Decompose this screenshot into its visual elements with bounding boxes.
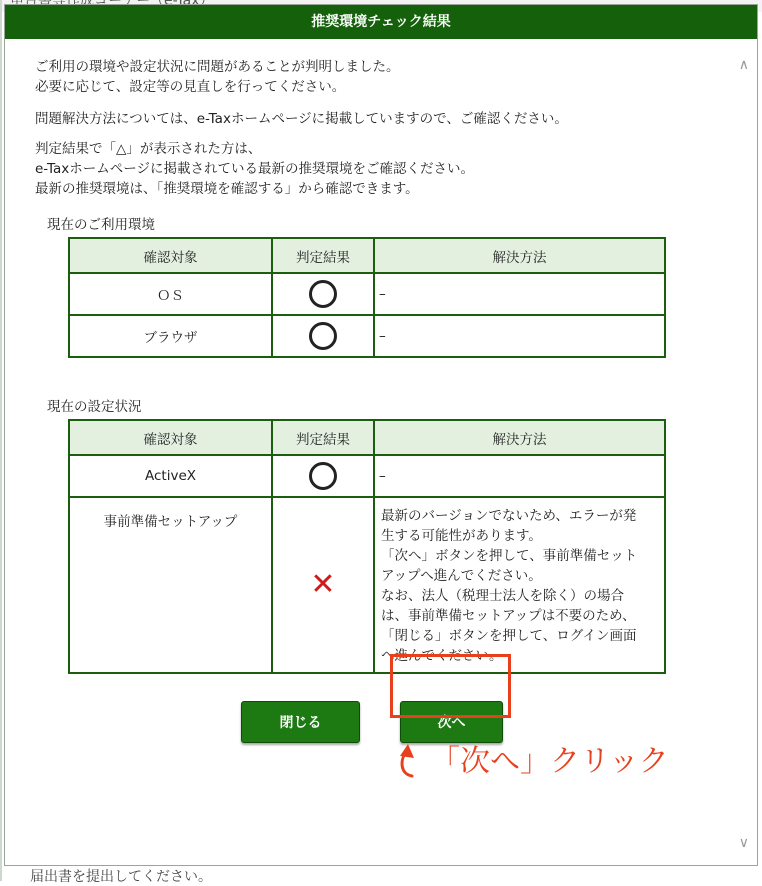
row-result [272, 315, 374, 357]
table-row [69, 273, 665, 315]
row-target-browser: ブラウザ [69, 315, 272, 357]
curved-arrow-icon [390, 730, 430, 780]
annotation-text: 「次へ」クリック [430, 744, 669, 779]
setup-solution-text [379, 498, 664, 672]
solution-line: アップへ進んでください。 [381, 568, 542, 584]
next-button[interactable]: 次へ [400, 701, 503, 743]
cross-ng-icon: ✕ [310, 567, 336, 602]
row-solution-setup [374, 497, 665, 673]
row-target-activex: ActiveX [69, 455, 272, 497]
header-result: 判定結果 [272, 420, 374, 455]
header-solution: 解決方法 [374, 420, 665, 455]
header-target: 確認対象 [69, 238, 272, 273]
solution-line: 「次へ」ボタンを押して、事前準備セット [381, 548, 638, 564]
circle-ok-icon [309, 322, 337, 350]
background-page-text: 届出書を提出してください。 [30, 869, 212, 885]
click-annotation [390, 730, 720, 780]
env-table-header [69, 238, 665, 273]
triangle-info-paragraph [35, 139, 474, 199]
solution-line: なお、法人（税理士法人を除く）の場合 [381, 588, 624, 604]
row-result [272, 455, 374, 497]
close-button[interactable]: 閉じる [241, 701, 360, 743]
env-table [68, 237, 666, 358]
dialog-title: 推奨環境チェック結果 [5, 5, 757, 39]
settings-table-header [69, 420, 665, 455]
intro-line-2: 必要に応じて、設定等の見直しを行ってください。 [35, 79, 346, 95]
row-target-setup: 事前準備セットアップ [69, 497, 272, 673]
table-row [69, 315, 665, 357]
triangle-line-3: 最新の推奨環境は、「推奨環境を確認する」から確認できます。 [35, 181, 419, 197]
intro-line-1: ご利用の環境や設定状況に問題があることが判明しました。 [35, 59, 400, 75]
header-target: 確認対象 [69, 420, 272, 455]
row-solution: – [374, 455, 665, 497]
env-section-title: 現在のご利用環境 [47, 217, 155, 233]
triangle-line-1: 判定結果で「△」が表示された方は、 [35, 141, 262, 157]
header-result: 判定結果 [272, 238, 374, 273]
circle-ok-icon [309, 462, 337, 490]
row-result [272, 497, 374, 673]
solution-line: へ進んでください。 [381, 648, 503, 664]
scroll-up-icon[interactable]: ∧ [738, 57, 749, 73]
row-solution: – [374, 273, 665, 315]
solution-line: 「閉じる」ボタンを押して、ログイン画面 [381, 628, 637, 644]
background-border [0, 0, 2, 881]
circle-ok-icon [309, 280, 337, 308]
solution-line: 最新のバージョンでないため、エラーが発 [381, 508, 637, 524]
scroll-down-icon[interactable]: ∨ [738, 835, 749, 851]
intro-paragraph [35, 57, 400, 97]
triangle-line-2: e-Taxホームページに掲載されている最新の推奨環境をご確認ください。 [35, 161, 474, 177]
row-target-os: ＯＳ [69, 273, 272, 315]
settings-table [68, 419, 666, 674]
table-row [69, 497, 665, 673]
header-solution: 解決方法 [374, 238, 665, 273]
row-solution: – [374, 315, 665, 357]
solution-info-paragraph: 問題解決方法については、e-Taxホームページに掲載していますので、ご確認ください。 [35, 111, 568, 127]
next-button-highlight [390, 654, 511, 718]
solution-line: は、事前準備セットアップは不要のため、 [381, 608, 636, 624]
solution-line: 生する可能性があります。 [381, 528, 542, 544]
table-row [69, 455, 665, 497]
settings-section-title: 現在の設定状況 [47, 399, 142, 415]
row-result [272, 273, 374, 315]
